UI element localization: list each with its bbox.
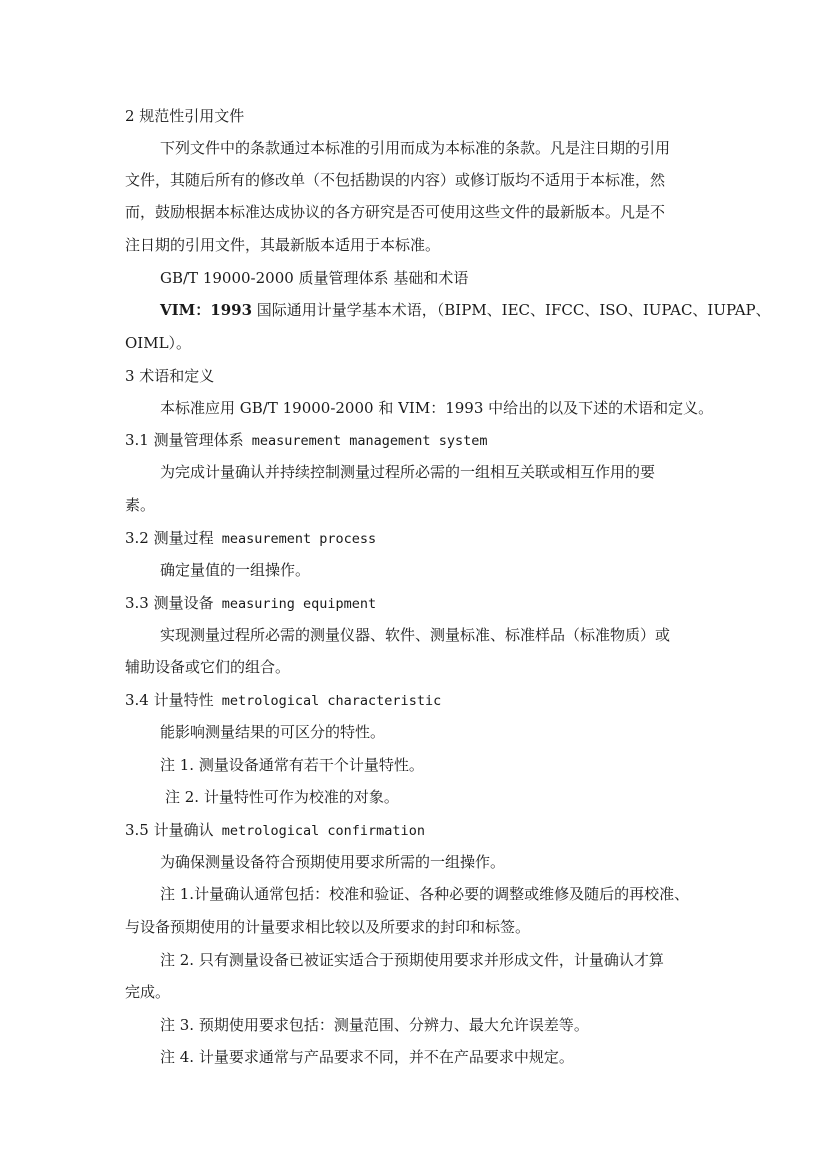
term-3-5-definition: 为确保测量设备符合预期使用要求所需的一组操作。 bbox=[160, 853, 506, 871]
term-3-1-english: measurement management system bbox=[243, 433, 488, 449]
term-3-2-number: 3.2 测量过程 bbox=[125, 529, 214, 547]
term-3-5-note-1-cont: 与设备预期使用的计量要求相比较以及所要求的封印和标签。 bbox=[125, 918, 531, 936]
section-3-intro: 本标准应用 GB/T 19000-2000 和 VIM：1993 中给出的以及下述的术语和定义。 bbox=[160, 399, 714, 417]
term-3-3-heading bbox=[125, 593, 725, 614]
term-3-2-heading bbox=[125, 528, 725, 549]
section-2-paragraph-line: 注日期的引用文件，其最新版本适用于本标准。 bbox=[125, 236, 441, 254]
term-3-1-heading bbox=[125, 430, 725, 451]
term-3-5-english: metrological confirmation bbox=[213, 823, 425, 839]
section-2-paragraph-line: 下列文件中的条款通过本标准的引用而成为本标准的条款。凡是注日期的引用 bbox=[160, 139, 671, 157]
section-2-heading: 2 规范性引用文件 bbox=[125, 107, 245, 125]
term-3-5-note-2-cont: 完成。 bbox=[125, 983, 171, 1001]
term-3-3-number: 3.3 测量设备 bbox=[125, 594, 214, 612]
reference-vim-code: VIM：1993 bbox=[160, 301, 253, 319]
section-2-paragraph-line: 文件，其随后所有的修改单（不包括勘误的内容）或修订版均不适用于本标准，然 bbox=[125, 171, 666, 189]
term-3-5-note-1: 注 1.计量确认通常包括：校准和验证、各种必要的调整或维修及随后的再校准、 bbox=[160, 885, 690, 903]
term-3-4-number: 3.4 计量特性 bbox=[125, 691, 214, 709]
term-3-5-note-3: 注 3. 预期使用要求包括：测量范围、分辨力、最大允许误差等。 bbox=[160, 1016, 589, 1034]
term-3-4-heading bbox=[125, 690, 725, 711]
term-3-4-note-2: 注 2. 计量特性可作为校准的对象。 bbox=[165, 788, 399, 806]
term-3-4-definition: 能影响测量结果的可区分的特性。 bbox=[160, 723, 386, 741]
term-3-4-english: metrological characteristic bbox=[213, 693, 442, 709]
section-3-heading: 3 术语和定义 bbox=[125, 367, 215, 385]
reference-vim-continuation: OIML）。 bbox=[125, 334, 192, 352]
term-3-3-english: measuring equipment bbox=[213, 596, 377, 612]
reference-vim bbox=[160, 300, 771, 320]
term-3-4-note-1: 注 1. 测量设备通常有若干个计量特性。 bbox=[160, 756, 424, 774]
term-3-2-definition: 确定量值的一组操作。 bbox=[160, 561, 311, 579]
reference-gbt19000: GB/T 19000-2000 质量管理体系 基础和术语 bbox=[160, 269, 469, 287]
reference-vim-text: 国际通用计量学基本术语，（BIPM、IEC、IFCC、ISO、IUPAC、IUPAP、 bbox=[252, 301, 771, 319]
term-3-1-definition-cont: 素。 bbox=[125, 496, 156, 514]
section-2-paragraph-line: 而，鼓励根据本标准达成协议的各方研究是否可使用这些文件的最新版本。凡是不 bbox=[125, 203, 666, 221]
term-3-5-note-2: 注 2. 只有测量设备已被证实适合于预期使用要求并形成文件，计量确认才算 bbox=[160, 951, 664, 969]
term-3-5-note-4: 注 4. 计量要求通常与产品要求不同，并不在产品要求中规定。 bbox=[160, 1048, 574, 1066]
term-3-5-number: 3.5 计量确认 bbox=[125, 821, 214, 839]
term-3-1-definition: 为完成计量确认并持续控制测量过程所必需的一组相互关联或相互作用的要 bbox=[160, 463, 656, 481]
term-3-2-english: measurement process bbox=[213, 531, 377, 547]
term-3-3-definition-cont: 辅助设备或它们的组合。 bbox=[125, 658, 291, 676]
term-3-1-number: 3.1 测量管理体系 bbox=[125, 431, 244, 449]
term-3-5-heading bbox=[125, 820, 725, 841]
term-3-3-definition: 实现测量过程所必需的测量仪器、软件、测量标准、标准样品（标准物质）或 bbox=[160, 626, 671, 644]
